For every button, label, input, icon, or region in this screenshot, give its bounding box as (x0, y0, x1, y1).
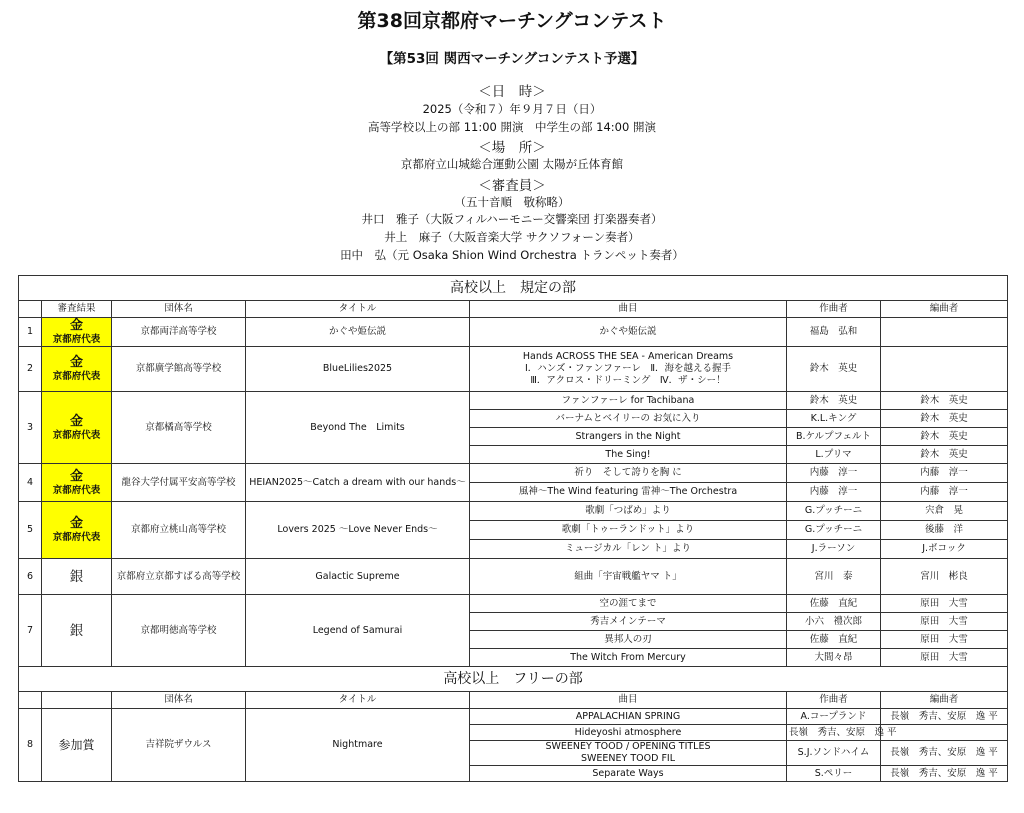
piece-title: 風神〜The Wind featuring 雷神〜The Orchestra (470, 483, 787, 502)
performance-title: Beyond The Limits (246, 392, 470, 464)
venue-line: 京都府立山城総合運動公園 太陽が丘体育館 (400, 157, 624, 171)
page-title: 第38回京都府マーチングコンテスト (357, 10, 667, 32)
group-name: 京都府立桃山高等学校 (112, 502, 246, 559)
award-gold: 金 (69, 318, 83, 333)
piece-title: 空の涯てまで (470, 595, 787, 613)
arranger: 鈴木 英史 (881, 446, 1008, 464)
judge-line: 田中 弘（元 Osaka Shion Wind Orchestra トランペット奏者） (340, 248, 684, 262)
column-header: 曲目 (470, 301, 787, 318)
composer: G.プッチーニ (787, 502, 881, 521)
table-row (19, 709, 1008, 725)
composer: G.プッチーニ (787, 521, 881, 540)
entry-number: 2 (19, 347, 42, 392)
column-header (42, 692, 112, 709)
award-cell: 銀 (42, 559, 112, 595)
award-cell (42, 318, 112, 347)
award-cell (42, 502, 112, 559)
kyoto-representative-label: 京都府代表 (52, 484, 101, 496)
award-cell (42, 464, 112, 502)
piece-title: バーナムとベイリーの お気に入り (470, 410, 787, 428)
entry-number: 6 (19, 559, 42, 595)
performance-title: BlueLilies2025 (246, 347, 470, 392)
table-row (19, 502, 1008, 521)
piece-title: かぐや姫伝説 (470, 318, 787, 347)
arranger: 鈴木 英史 (881, 428, 1008, 446)
composer: 小六 禮次郎 (787, 613, 881, 631)
group-name: 京都橘高等学校 (112, 392, 246, 464)
arranger: 宮川 彬良 (881, 559, 1008, 595)
composer: 鈴木 英史 (787, 347, 881, 392)
piece-title: Hands ACROSS THE SEA - American Dreams Ⅰ．ハンズ・ファンファーレ Ⅱ．海を越える握手 Ⅲ．アクロス・ドリーミング Ⅳ．ザ・シー！ (470, 347, 787, 392)
award-cell (42, 392, 112, 464)
column-header-row (19, 692, 1008, 709)
entry-number: 8 (19, 709, 42, 782)
piece-title: APPALACHIAN SPRING (470, 709, 787, 725)
arranger: 長嶺 秀吉、安原 逸 平 (881, 709, 1008, 725)
group-name: 京都明徳高等学校 (112, 595, 246, 667)
column-header (19, 692, 42, 709)
entry-number: 7 (19, 595, 42, 667)
award-cell: 銀 (42, 595, 112, 667)
page-subtitle: 【第53回 関西マーチングコンテスト予選】 (379, 51, 645, 67)
composer: B.ケルプフェルト (787, 428, 881, 446)
piece-title: ファンファーレ for Tachibana (470, 392, 787, 410)
composer: 長嶺 秀吉、安原 逸 平 (787, 725, 881, 741)
performance-title: Nightmare (246, 709, 470, 782)
piece-title: ミュージカル「レン ト」より (470, 540, 787, 559)
award-gold: 金 (69, 468, 83, 484)
piece-title: Hideyoshi atmosphere (470, 725, 787, 741)
section-header-row (19, 276, 1008, 301)
kyoto-representative-label: 京都府代表 (52, 532, 101, 543)
kyoto-representative-label: 京都府代表 (52, 334, 101, 345)
composer: 内藤 淳一 (787, 464, 881, 483)
composer: J.ラーソン (787, 540, 881, 559)
piece-title: 歌劇「つばめ」より (470, 502, 787, 521)
column-header: タイトル (246, 301, 470, 318)
composer: 佐藤 直紀 (787, 595, 881, 613)
group-name: 京都府立京都すばる高等学校 (112, 559, 246, 595)
composer: A.コープランド (787, 709, 881, 725)
entry-number: 3 (19, 392, 42, 464)
entry-number: 1 (19, 318, 42, 347)
judges-label: ＜審査員＞ (478, 178, 546, 194)
column-header: 作曲者 (787, 692, 881, 709)
composer: 鈴木 英史 (787, 392, 881, 410)
entry-number: 4 (19, 464, 42, 502)
arranger: 原田 大雪 (881, 613, 1008, 631)
piece-title: Separate Ways (470, 766, 787, 782)
judge-line: 井上 麻子（大阪音楽大学 サクソフォーン奏者） (384, 230, 640, 244)
composer: 宮川 泰 (787, 559, 881, 595)
arranger: 内藤 淳一 (881, 464, 1008, 483)
composer: L.プリマ (787, 446, 881, 464)
performance-title: HEIAN2025〜Catch a dream with our hands〜 (246, 464, 470, 502)
arranger (881, 347, 1008, 392)
arranger: 後藤 洋 (881, 521, 1008, 540)
judges-note: （五十音順 敬称略） (454, 195, 570, 209)
arranger: 鈴木 英史 (881, 392, 1008, 410)
performance-title: Legend of Samurai (246, 595, 470, 667)
column-header: 編曲者 (881, 692, 1008, 709)
group-name: 京都廣学館高等学校 (112, 347, 246, 392)
column-header: タイトル (246, 692, 470, 709)
kyoto-representative-label: 京都府代表 (52, 371, 101, 382)
arranger: 内藤 淳一 (881, 483, 1008, 502)
composer: 内藤 淳一 (787, 483, 881, 502)
award-cell (42, 347, 112, 392)
table-row (19, 595, 1008, 613)
arranger: 原田 大雪 (881, 595, 1008, 613)
composer: 佐藤 直紀 (787, 631, 881, 649)
column-header: 編曲者 (881, 301, 1008, 318)
composer: S.ペリー (787, 766, 881, 782)
award-gold: 金 (69, 355, 83, 370)
piece-title: 祈り そして誇りを胸 に (470, 464, 787, 483)
performance-title: Lovers 2025 〜Love Never Ends〜 (246, 502, 470, 559)
arranger: 原田 大雪 (881, 631, 1008, 649)
venue-label: ＜場 所＞ (478, 140, 546, 156)
group-name: 龍谷大学付属平安高等学校 (112, 464, 246, 502)
composer: 大間々昂 (787, 649, 881, 667)
results-table (18, 275, 1008, 782)
arranger: 長嶺 秀吉、安原 逸 平 (881, 766, 1008, 782)
piece-title: The Witch From Mercury (470, 649, 787, 667)
column-header: 団体名 (112, 301, 246, 318)
column-header-row (19, 301, 1008, 318)
column-header: 作曲者 (787, 301, 881, 318)
composer: 福島 弘和 (787, 318, 881, 347)
table-row (19, 392, 1008, 410)
table-row (19, 559, 1008, 595)
judge-line: 井口 雅子（大阪フィルハーモニー交響楽団 打楽器奏者） (361, 212, 663, 226)
piece-title: 組曲「宇宙戦艦ヤマ ト」 (470, 559, 787, 595)
arranger (881, 318, 1008, 347)
column-header: 曲目 (470, 692, 787, 709)
arranger: 原田 大雪 (881, 649, 1008, 667)
column-header: 団体名 (112, 692, 246, 709)
arranger: J.ボコック (881, 540, 1008, 559)
award-cell: 参加賞 (42, 709, 112, 782)
table-row (19, 318, 1008, 347)
arranger (881, 725, 1008, 741)
section-header-row (19, 667, 1008, 692)
section-title: 高校以上 規定の部 (19, 276, 1008, 301)
arranger: 宍倉 晃 (881, 502, 1008, 521)
piece-title: 歌劇「トゥーランドット」より (470, 521, 787, 540)
composer: S.J.ソンドハイム (787, 741, 881, 766)
table-row (19, 464, 1008, 483)
performance-title: Galactic Supreme (246, 559, 470, 595)
piece-title: 秀吉メインテーマ (470, 613, 787, 631)
column-header: 審査結果 (42, 301, 112, 318)
arranger: 鈴木 英史 (881, 410, 1008, 428)
piece-title: The Sing! (470, 446, 787, 464)
date-label: ＜日 時＞ (478, 84, 546, 100)
performance-title: かぐや姫伝説 (246, 318, 470, 347)
entry-number: 5 (19, 502, 42, 559)
group-name: 京都両洋高等学校 (112, 318, 246, 347)
piece-title: Strangers in the Night (470, 428, 787, 446)
piece-title: SWEENEY TOOD / OPENING TITLES SWEENEY TOOD FIL (470, 741, 787, 766)
group-name: 吉祥院ザウルス (112, 709, 246, 782)
time-line: 高等学校以上の部 11:00 開演 中学生の部 14:00 開演 (368, 120, 656, 134)
section-title: 高校以上 フリーの部 (19, 667, 1008, 692)
kyoto-representative-label: 京都府代表 (52, 429, 101, 441)
date-line: 2025（令和７）年９月７日（日） (422, 102, 602, 116)
award-gold: 金 (69, 413, 83, 429)
arranger: 長嶺 秀吉、安原 逸 平 (881, 741, 1008, 766)
award-gold: 金 (69, 516, 83, 531)
piece-title: 異邦人の刃 (470, 631, 787, 649)
column-header (19, 301, 42, 318)
composer: K.L.キング (787, 410, 881, 428)
table-row (19, 347, 1008, 392)
